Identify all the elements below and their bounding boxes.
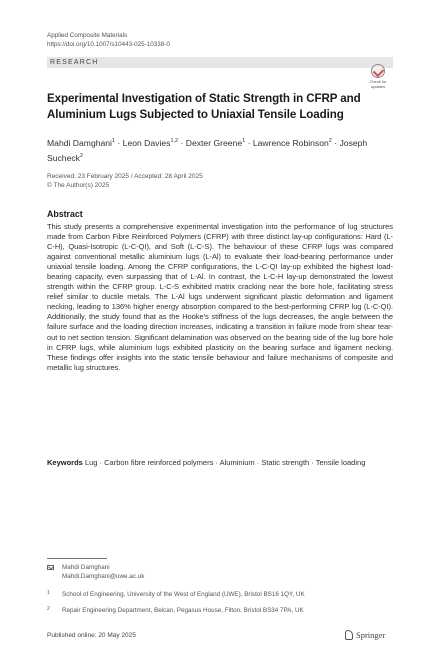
author-affiliation-marker: 1 [242,138,246,144]
article-type-bar [47,57,393,68]
affiliation-number: 1 [47,590,50,596]
journal-name: Applied Composite Materials [47,32,128,39]
corresponding-email[interactable]: Mahdi.Damghani@uwe.ac.uk [62,573,145,580]
author-affiliation-marker: 2 [328,138,332,144]
author-separator: · [178,138,186,148]
affiliation-text: School of Engineering, University of the West of England (UWE), Bristol BS16 1QY, UK [62,591,305,598]
keywords-section [47,457,393,468]
journal-header [47,32,170,49]
author-name[interactable]: Joseph Sucheck$^2$ [47,138,368,163]
article-dates [47,172,203,190]
author-separator: · [245,138,253,148]
author-affiliation-marker: 1 [111,138,116,144]
received-accepted-dates: Received: 23 February 2025 / Accepted: 28 April 2025 [47,173,203,180]
check-for-updates-badge[interactable] [367,64,389,94]
abstract-text: This study presents a comprehensive experimental investigation into the performance of lug structures made from Carbon Fibre Reinforced Polymers (CFRP) with three distinct lay-up configurations: Hard (L-C-H), Quasi-Isotropic (L-C-QI), and Soft (L-C-S). The behaviour of these CFRP lugs was compared against conventional metallic aluminium lugs (L-Al) to evaluate their load-bearing performance under uniaxial tensile loading. Among the CFRP configurations, the L-C-QI lay-up exhibited the highest load-bearing capacity, even surpassing that of L-Al. In contrast, the L-C-H lay-up demonstrated the lowest strength within the CFRP group. L-C-S exhibited matrix cracking near the bore hole, facilitating stress relief similar to ductile metals. The L-Al lugs underwent significant plastic deformation and ligament necking, leading to 136% higher energy absorption compared to the best-performing CFRP lug (L-C-QI). Additionally, the study found that as the Hooke's stiffness of the lugs decreases, the angle between the failure surface and the loading direction increases, indicating a transition in failure mode from shear tear-out to net section tension. Significant delamination was observed on the bearing side of the lug bore hole in CFRP lugs, while aluminium lugs exhibited plasticity on the bearing surface and ligament necking. These findings offer insights into the static tensile behaviour and failure mechanisms of composite and metallic lug structures. [47,222,393,372]
footnote-divider [47,558,107,559]
article-type-label: RESEARCH [50,58,99,66]
author-affiliation-marker: 1,2 [170,138,179,144]
paper-title: Experimental Investigation of Static Strength in CFRP and Aluminium Lugs Subjected to Uniaxial Tensile Loading [47,92,361,121]
check-updates-icon [371,64,385,78]
keywords-label: Keywords [47,458,83,467]
envelope-icon [47,565,54,570]
affiliation-number: 2 [47,606,50,612]
corresponding-author: Mahdi Damghani [62,564,110,571]
author-name[interactable]: Lawrence Robinson$^2$ [252,138,332,148]
author-name[interactable]: Leon Davies$^{1,2}$ [122,138,179,148]
publisher-name: Springer [356,630,386,640]
springer-horse-icon [345,630,353,640]
author-separator: · [115,138,123,148]
author-name[interactable]: Mahdi Damghani$^1$ [47,138,116,148]
doi-link[interactable]: https://doi.org/10.1007/s10443-025-10338-0 [47,40,170,48]
published-date: Published online: 20 May 2025 [47,632,136,639]
copyright-notice: © The Author(s) 2025 [47,182,110,189]
check-updates-text: Check for updates [369,79,387,89]
affiliation-1 [47,590,393,599]
affiliation-text: Repair Engineering Department, Belcan, Pegasus House, Filton, Bristol BS34 7PA, UK [62,607,304,614]
abstract-heading: Abstract [47,209,83,219]
author-list [47,135,387,164]
author-separator: · [331,138,340,148]
keywords-text: Lug · Carbon fibre reinforced polymers · Aluminium · Static strength · Tensile loading [84,458,366,467]
author-affiliation-marker: 2 [79,152,84,159]
affiliation-2 [47,606,393,615]
correspondence [47,563,144,581]
author-name[interactable]: Dexter Greene$^1$ [185,138,246,148]
